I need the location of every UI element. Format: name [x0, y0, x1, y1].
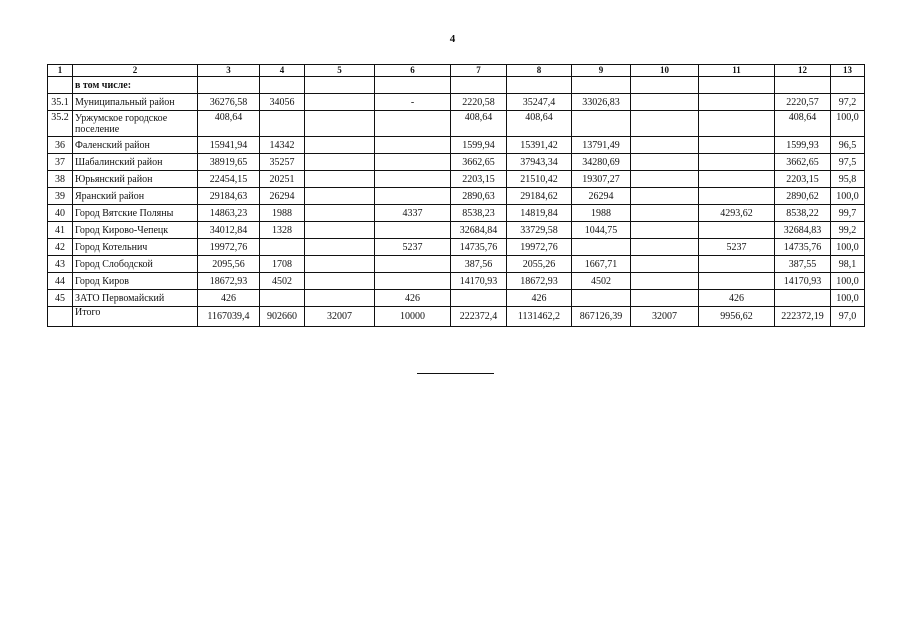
column-header: 12 — [775, 65, 831, 77]
value-cell: 20251 — [260, 171, 305, 188]
value-cell: 222372,4 — [451, 307, 507, 327]
value-cell — [631, 188, 699, 205]
value-cell — [305, 222, 375, 239]
value-cell: 14735,76 — [775, 239, 831, 256]
table-row — [48, 273, 865, 290]
value-cell: 1708 — [260, 256, 305, 273]
value-cell: 408,64 — [507, 111, 572, 137]
total-row — [48, 307, 865, 327]
table-row — [48, 205, 865, 222]
value-cell: 33729,58 — [507, 222, 572, 239]
value-cell: 14863,23 — [198, 205, 260, 222]
table-row — [48, 154, 865, 171]
value-cell — [572, 111, 631, 137]
row-name-cell: Шабалинский район — [73, 154, 198, 171]
row-name-cell: ЗАТО Первомайский — [73, 290, 198, 307]
value-cell: 15391,42 — [507, 137, 572, 154]
row-number-cell: 35.1 — [48, 94, 73, 111]
table-row — [48, 222, 865, 239]
value-cell: 32007 — [631, 307, 699, 327]
value-cell: 1044,75 — [572, 222, 631, 239]
value-cell: 29184,62 — [507, 188, 572, 205]
value-cell — [451, 290, 507, 307]
row-number-cell: 41 — [48, 222, 73, 239]
value-cell: 97,0 — [831, 307, 865, 327]
value-cell: 1988 — [572, 205, 631, 222]
value-cell — [305, 290, 375, 307]
table-row — [48, 290, 865, 307]
subheader-row — [48, 77, 865, 94]
value-cell: 13791,49 — [572, 137, 631, 154]
row-number-cell — [48, 77, 73, 94]
value-cell — [699, 256, 775, 273]
value-cell: 408,64 — [775, 111, 831, 137]
value-cell: 4293,62 — [699, 205, 775, 222]
value-cell — [305, 188, 375, 205]
table-row — [48, 171, 865, 188]
value-cell — [631, 290, 699, 307]
value-cell: 100,0 — [831, 290, 865, 307]
value-cell — [631, 77, 699, 94]
value-cell: 1599,94 — [451, 137, 507, 154]
value-cell: 96,5 — [831, 137, 865, 154]
value-cell — [305, 77, 375, 94]
row-name-cell: Яранский район — [73, 188, 198, 205]
value-cell — [375, 256, 451, 273]
row-number-cell: 37 — [48, 154, 73, 171]
row-number-cell: 42 — [48, 239, 73, 256]
row-name-cell: в том числе: — [73, 77, 198, 94]
value-cell: 32684,84 — [451, 222, 507, 239]
value-cell: 97,5 — [831, 154, 865, 171]
value-cell: 2055,26 — [507, 256, 572, 273]
value-cell: 387,56 — [451, 256, 507, 273]
value-cell — [699, 171, 775, 188]
value-cell: 4502 — [572, 273, 631, 290]
value-cell — [775, 77, 831, 94]
value-cell — [260, 239, 305, 256]
value-cell: 19972,76 — [507, 239, 572, 256]
value-cell — [631, 111, 699, 137]
row-number-cell: 35.2 — [48, 111, 73, 137]
row-number-cell: 39 — [48, 188, 73, 205]
value-cell — [375, 111, 451, 137]
value-cell: 32007 — [305, 307, 375, 327]
value-cell — [375, 171, 451, 188]
column-header: 1 — [48, 65, 73, 77]
page-number: 4 — [449, 33, 456, 45]
value-cell — [375, 188, 451, 205]
value-cell — [631, 222, 699, 239]
value-cell: 8538,23 — [451, 205, 507, 222]
value-cell: 100,0 — [831, 188, 865, 205]
value-cell: 21510,42 — [507, 171, 572, 188]
value-cell: 14819,84 — [507, 205, 572, 222]
value-cell: 426 — [507, 290, 572, 307]
row-number-cell — [48, 307, 73, 327]
value-cell: 15941,94 — [198, 137, 260, 154]
value-cell — [775, 290, 831, 307]
value-cell: 22454,15 — [198, 171, 260, 188]
value-cell — [699, 77, 775, 94]
value-cell: 2203,15 — [775, 171, 831, 188]
value-cell — [305, 154, 375, 171]
value-cell: 14170,93 — [451, 273, 507, 290]
column-number-row — [48, 65, 865, 77]
value-cell — [375, 154, 451, 171]
value-cell: 35247,4 — [507, 94, 572, 111]
value-cell: 222372,19 — [775, 307, 831, 327]
value-cell — [305, 273, 375, 290]
column-header: 2 — [73, 65, 198, 77]
value-cell: 2220,58 — [451, 94, 507, 111]
table-body — [48, 65, 865, 327]
column-header: 6 — [375, 65, 451, 77]
value-cell: 426 — [198, 290, 260, 307]
separator-line — [417, 373, 494, 374]
value-cell — [699, 188, 775, 205]
value-cell — [305, 94, 375, 111]
value-cell: 2095,56 — [198, 256, 260, 273]
value-cell: 3662,65 — [451, 154, 507, 171]
value-cell — [631, 94, 699, 111]
row-name-cell: Муниципальный район — [73, 94, 198, 111]
value-cell: 97,2 — [831, 94, 865, 111]
value-cell — [305, 239, 375, 256]
value-cell — [572, 239, 631, 256]
value-cell: 867126,39 — [572, 307, 631, 327]
value-cell: 408,64 — [451, 111, 507, 137]
value-cell: 1131462,2 — [507, 307, 572, 327]
value-cell — [631, 239, 699, 256]
budget-table — [47, 64, 865, 327]
value-cell — [699, 94, 775, 111]
value-cell: 34280,69 — [572, 154, 631, 171]
value-cell: 10000 — [375, 307, 451, 327]
table-row — [48, 256, 865, 273]
value-cell — [699, 111, 775, 137]
table-row — [48, 111, 865, 137]
row-name-cell: Город Вятские Поляны — [73, 205, 198, 222]
value-cell: 14735,76 — [451, 239, 507, 256]
table-row — [48, 188, 865, 205]
value-cell: 4337 — [375, 205, 451, 222]
value-cell: 37943,34 — [507, 154, 572, 171]
row-name-cell: Город Киров — [73, 273, 198, 290]
value-cell — [260, 111, 305, 137]
row-name-cell: Фаленский район — [73, 137, 198, 154]
value-cell: 36276,58 — [198, 94, 260, 111]
value-cell — [305, 171, 375, 188]
value-cell: 14170,93 — [775, 273, 831, 290]
value-cell: 38919,65 — [198, 154, 260, 171]
value-cell: 5237 — [699, 239, 775, 256]
value-cell — [305, 256, 375, 273]
row-number-cell: 44 — [48, 273, 73, 290]
value-cell: 2890,62 — [775, 188, 831, 205]
value-cell: 5237 — [375, 239, 451, 256]
value-cell: 99,7 — [831, 205, 865, 222]
value-cell — [831, 77, 865, 94]
value-cell — [699, 137, 775, 154]
row-name-cell: Город Котельнич — [73, 239, 198, 256]
column-header: 5 — [305, 65, 375, 77]
value-cell: 2203,15 — [451, 171, 507, 188]
column-header: 11 — [699, 65, 775, 77]
row-name-cell: Итого — [73, 307, 198, 327]
value-cell — [699, 154, 775, 171]
row-number-cell: 38 — [48, 171, 73, 188]
value-cell — [375, 137, 451, 154]
value-cell: 100,0 — [831, 111, 865, 137]
row-name-cell: Город Кирово-Чепецк — [73, 222, 198, 239]
value-cell — [631, 171, 699, 188]
value-cell: - — [375, 94, 451, 111]
value-cell — [572, 290, 631, 307]
row-number-cell: 45 — [48, 290, 73, 307]
value-cell: 26294 — [572, 188, 631, 205]
row-name-cell: Юрьянский район — [73, 171, 198, 188]
value-cell — [375, 77, 451, 94]
value-cell: 99,2 — [831, 222, 865, 239]
value-cell — [631, 256, 699, 273]
value-cell — [451, 77, 507, 94]
value-cell — [631, 154, 699, 171]
value-cell — [631, 273, 699, 290]
value-cell: 408,64 — [198, 111, 260, 137]
column-header: 9 — [572, 65, 631, 77]
value-cell: 100,0 — [831, 239, 865, 256]
value-cell: 34056 — [260, 94, 305, 111]
value-cell — [631, 137, 699, 154]
value-cell — [260, 77, 305, 94]
value-cell: 18672,93 — [507, 273, 572, 290]
value-cell — [260, 290, 305, 307]
value-cell: 4502 — [260, 273, 305, 290]
value-cell: 14342 — [260, 137, 305, 154]
value-cell: 902660 — [260, 307, 305, 327]
value-cell — [305, 205, 375, 222]
value-cell: 1667,71 — [572, 256, 631, 273]
value-cell: 33026,83 — [572, 94, 631, 111]
value-cell — [507, 77, 572, 94]
table-row — [48, 94, 865, 111]
row-name-cell: Город Слободской — [73, 256, 198, 273]
value-cell: 3662,65 — [775, 154, 831, 171]
column-header: 10 — [631, 65, 699, 77]
value-cell: 387,55 — [775, 256, 831, 273]
value-cell: 2890,63 — [451, 188, 507, 205]
value-cell — [375, 273, 451, 290]
value-cell — [572, 77, 631, 94]
value-cell — [699, 273, 775, 290]
value-cell: 426 — [375, 290, 451, 307]
value-cell: 98,1 — [831, 256, 865, 273]
value-cell: 1328 — [260, 222, 305, 239]
value-cell: 8538,22 — [775, 205, 831, 222]
row-number-cell: 43 — [48, 256, 73, 273]
value-cell: 26294 — [260, 188, 305, 205]
value-cell — [305, 111, 375, 137]
value-cell: 95,8 — [831, 171, 865, 188]
value-cell: 18672,93 — [198, 273, 260, 290]
column-header: 13 — [831, 65, 865, 77]
column-header: 7 — [451, 65, 507, 77]
value-cell: 34012,84 — [198, 222, 260, 239]
value-cell: 1167039,4 — [198, 307, 260, 327]
value-cell: 100,0 — [831, 273, 865, 290]
value-cell: 1988 — [260, 205, 305, 222]
value-cell: 1599,93 — [775, 137, 831, 154]
value-cell — [699, 222, 775, 239]
row-number-cell: 36 — [48, 137, 73, 154]
value-cell: 29184,63 — [198, 188, 260, 205]
value-cell: 19972,76 — [198, 239, 260, 256]
table-row — [48, 239, 865, 256]
value-cell — [305, 137, 375, 154]
column-header: 8 — [507, 65, 572, 77]
value-cell — [375, 222, 451, 239]
value-cell: 426 — [699, 290, 775, 307]
value-cell: 32684,83 — [775, 222, 831, 239]
column-header: 3 — [198, 65, 260, 77]
value-cell: 19307,27 — [572, 171, 631, 188]
value-cell — [631, 205, 699, 222]
table-row — [48, 137, 865, 154]
value-cell: 9956,62 — [699, 307, 775, 327]
value-cell: 35257 — [260, 154, 305, 171]
value-cell — [198, 77, 260, 94]
value-cell: 2220,57 — [775, 94, 831, 111]
row-number-cell: 40 — [48, 205, 73, 222]
row-name-cell: Уржумское городское поселение — [73, 111, 198, 137]
column-header: 4 — [260, 65, 305, 77]
